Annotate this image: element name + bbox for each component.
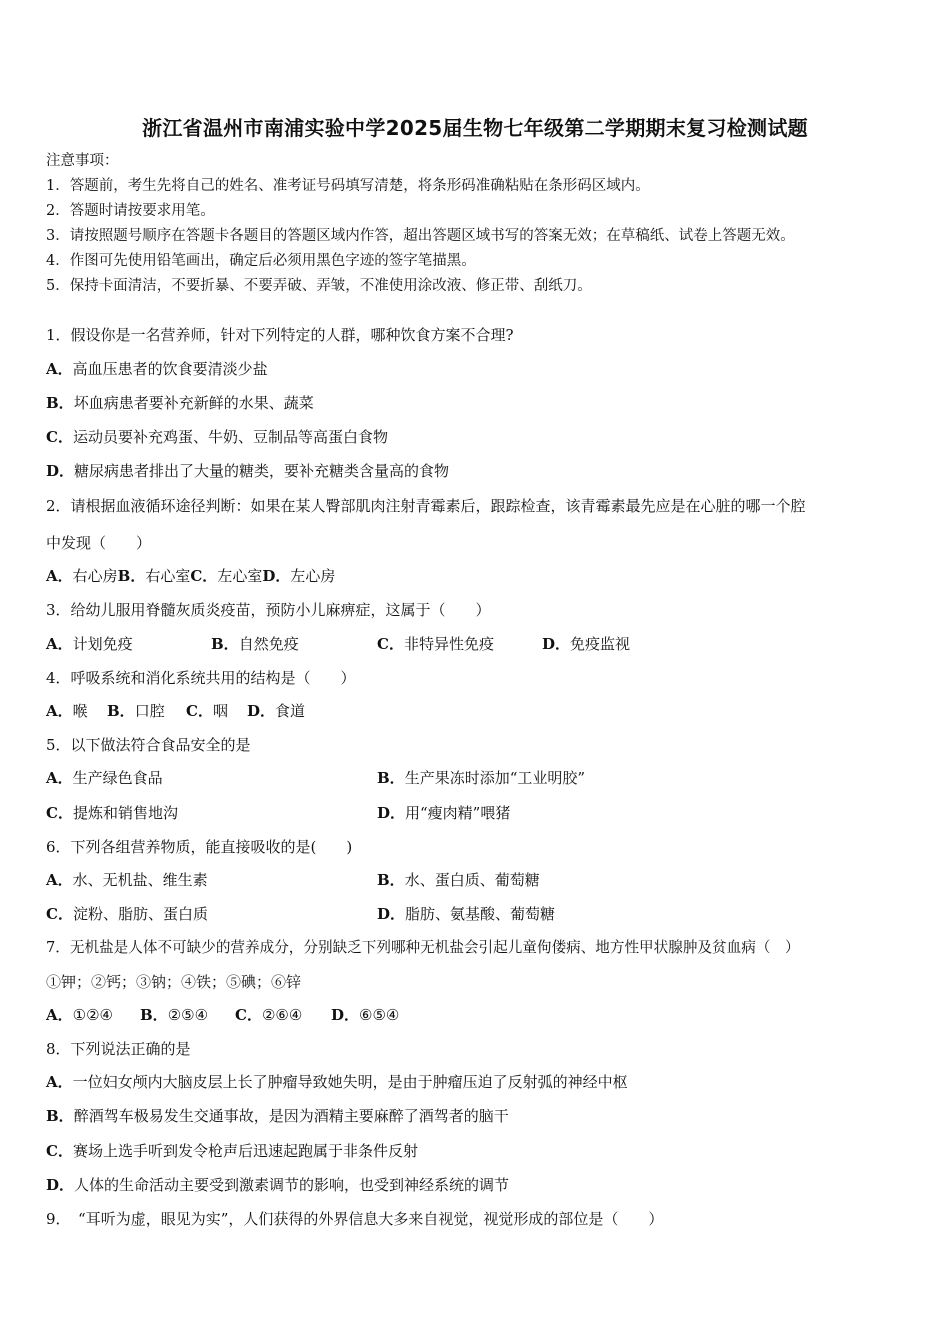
question-stem: 4．呼吸系统和消化系统共用的结构是（ ） — [46, 669, 356, 687]
option-text: 生产果冻时添加“工业明胶” — [404, 769, 586, 787]
option-letter: C． — [46, 804, 73, 822]
option-text: 计划免疫 — [72, 635, 133, 653]
option-text: 赛场上选手听到发令枪声后迅速起跑属于非条件反射 — [72, 1142, 418, 1160]
option-c — [46, 904, 208, 924]
option-text: 醉酒驾车极易发生交通事故，是因为酒精主要麻醉了酒驾者的脑干 — [73, 1107, 509, 1125]
option-a — [46, 701, 88, 721]
option-text: 运动员要补充鸡蛋、牛奶、豆制品等高蛋白食物 — [72, 428, 388, 446]
option-d — [46, 461, 449, 481]
option-letter: C． — [46, 905, 73, 923]
option-letter: C． — [186, 702, 213, 720]
notes-header: 注意事项： — [46, 153, 119, 169]
option-c — [377, 634, 494, 654]
question-stem: 7．无机盐是人体不可缺少的营养成分，分别缺乏下列哪种无机盐会引起儿童佝偻病、地方性甲状腺肿及贫血病（ ） — [46, 939, 800, 956]
option-letter: B． — [117, 567, 146, 585]
option-a — [46, 359, 268, 379]
option-letter: B． — [46, 1107, 74, 1125]
option-text: 咽 — [212, 702, 228, 720]
option-text: ②⑤④ — [167, 1006, 209, 1024]
option-letter: A． — [46, 769, 73, 787]
option-text: 喉 — [72, 702, 88, 720]
option-text: ⑥⑤④ — [359, 1006, 400, 1024]
option-letter: B． — [377, 871, 405, 889]
option-b — [377, 870, 540, 890]
mineral-list: ①钾；②钙；③钠；④铁；⑤碘；⑥锌 — [46, 973, 302, 991]
option-text: 右心房 — [72, 567, 118, 585]
option-letter: D． — [46, 1176, 75, 1194]
option-d — [377, 803, 510, 823]
option-text: 生产绿色食品 — [72, 769, 163, 787]
question-stem-cont: 中发现（ ） — [46, 534, 152, 552]
option-letter: A． — [46, 1006, 73, 1024]
option-text: 自然免疫 — [238, 635, 299, 653]
option-text: ①②④ — [72, 1006, 113, 1024]
option-letter: B． — [377, 769, 405, 787]
option-letter: B． — [107, 702, 135, 720]
option-letter: A． — [46, 1073, 73, 1091]
option-text: 一位妇女颅内大脑皮层上长了肿瘤导致她失明，是由于肿瘤压迫了反射弧的神经中枢 — [72, 1073, 628, 1091]
question-stem: 1．假设你是一名营养师，针对下列特定的人群，哪种饮食方案不合理? — [46, 326, 514, 344]
option-d — [46, 1175, 509, 1195]
option-text: 用“瘦肉精”喂猪 — [405, 804, 511, 822]
option-b — [140, 1005, 208, 1025]
option-letter: C． — [46, 1142, 73, 1160]
option-b — [118, 567, 191, 585]
option-text: ②⑥④ — [261, 1006, 303, 1024]
option-text: 高血压患者的饮食要清淡少盐 — [72, 360, 268, 378]
option-text: 食道 — [275, 702, 306, 720]
option-letter: D． — [377, 905, 406, 923]
option-b — [377, 768, 585, 788]
question-stem: 8．下列说法正确的是 — [46, 1040, 191, 1058]
option-letter: D． — [331, 1006, 360, 1024]
option-letter: A． — [46, 567, 73, 585]
question-stem: 3．给幼儿服用脊髓灰质炎疫苗，预防小儿麻痹症，这属于（ ） — [46, 601, 491, 619]
option-text: 左心室 — [217, 567, 263, 585]
option-letter: B． — [211, 635, 239, 653]
option-d — [247, 701, 305, 721]
option-text: 免疫监视 — [570, 635, 631, 653]
option-b — [107, 701, 165, 721]
question-stem: 2．请根据血液循环途径判断：如果在某人臀部肌肉注射青霉素后，跟踪检查，该青霉素最先应是在心脏的哪一个腔 — [46, 497, 806, 515]
question-stem: 6．下列各组营养物质，能直接吸收的是( ) — [46, 838, 353, 856]
option-c — [235, 1005, 302, 1025]
option-b — [46, 393, 314, 413]
option-letter: D． — [377, 804, 406, 822]
note-item: 5．保持卡面清洁，不要折暴、不要弄破、弄皱，不准使用涂改液、修正带、刮纸刀。 — [46, 278, 592, 294]
option-letter: A． — [46, 635, 73, 653]
option-letter: B． — [140, 1006, 168, 1024]
option-b — [211, 634, 299, 654]
option-text: 坏血病患者要补充新鲜的水果、蔬菜 — [73, 394, 314, 412]
option-letter: D． — [247, 702, 276, 720]
option-d — [262, 567, 335, 585]
note-item: 1．答题前，考生先将自己的姓名、准考证号码填写清楚，将条形码准确粘贴在条形码区域内。 — [46, 178, 650, 194]
option-d — [542, 634, 630, 654]
option-text: 糖尿病患者排出了大量的糖类，要补充糖类含量高的食物 — [74, 462, 450, 480]
option-letter: D． — [262, 567, 291, 585]
question-stem: 5．以下做法符合食品安全的是 — [46, 736, 251, 754]
option-text: 水、无机盐、维生素 — [72, 871, 208, 889]
option-letter: A． — [46, 360, 73, 378]
option-text: 左心房 — [290, 567, 336, 585]
option-d — [331, 1005, 399, 1025]
option-text: 人体的生命活动主要受到激素调节的影响，也受到神经系统的调节 — [74, 1176, 510, 1194]
option-text: 脂肪、氨基酸、葡萄糖 — [405, 905, 556, 923]
option-row — [46, 566, 335, 586]
option-c — [46, 803, 178, 823]
option-letter: D． — [542, 635, 571, 653]
option-letter: B． — [46, 394, 74, 412]
option-letter: C． — [235, 1006, 262, 1024]
option-text: 右心室 — [145, 567, 191, 585]
option-a — [46, 634, 133, 654]
option-text: 提炼和销售地沟 — [72, 804, 178, 822]
option-text: 淀粉、脂肪、蛋白质 — [72, 905, 208, 923]
option-letter: C． — [46, 428, 73, 446]
option-d — [377, 904, 555, 924]
option-a — [46, 1072, 628, 1092]
option-letter: A． — [46, 871, 73, 889]
option-a — [46, 768, 163, 788]
option-a — [46, 870, 208, 890]
option-a — [46, 567, 118, 585]
option-c — [46, 1141, 418, 1161]
option-c — [46, 427, 388, 447]
option-letter: D． — [46, 462, 75, 480]
option-a — [46, 1005, 113, 1025]
option-text: 水、蛋白质、葡萄糖 — [404, 871, 540, 889]
note-item: 3．请按照题号顺序在答题卡各题目的答题区域内作答，超出答题区域书写的答案无效；在草稿纸、试卷上答题无效。 — [46, 228, 795, 244]
note-item: 2．答题时请按要求用笔。 — [46, 203, 215, 219]
question-stem: 9． “耳听为虚，眼见为实”，人们获得的外界信息大多来自视觉，视觉形成的部位是（ ） — [46, 1210, 664, 1228]
option-letter: A． — [46, 702, 73, 720]
option-letter: C． — [190, 567, 218, 585]
option-text: 口腔 — [134, 702, 165, 720]
exam-title: 浙江省温州市南浦实验中学2025届生物七年级第二学期期末复习检测试题 — [142, 116, 808, 140]
option-c — [190, 567, 262, 585]
option-text: 非特异性免疫 — [403, 635, 494, 653]
option-b — [46, 1106, 509, 1126]
option-c — [186, 701, 228, 721]
option-letter: C． — [377, 635, 404, 653]
note-item: 4．作图可先使用铅笔画出，确定后必须用黑色字迹的签字笔描黑。 — [46, 253, 476, 269]
